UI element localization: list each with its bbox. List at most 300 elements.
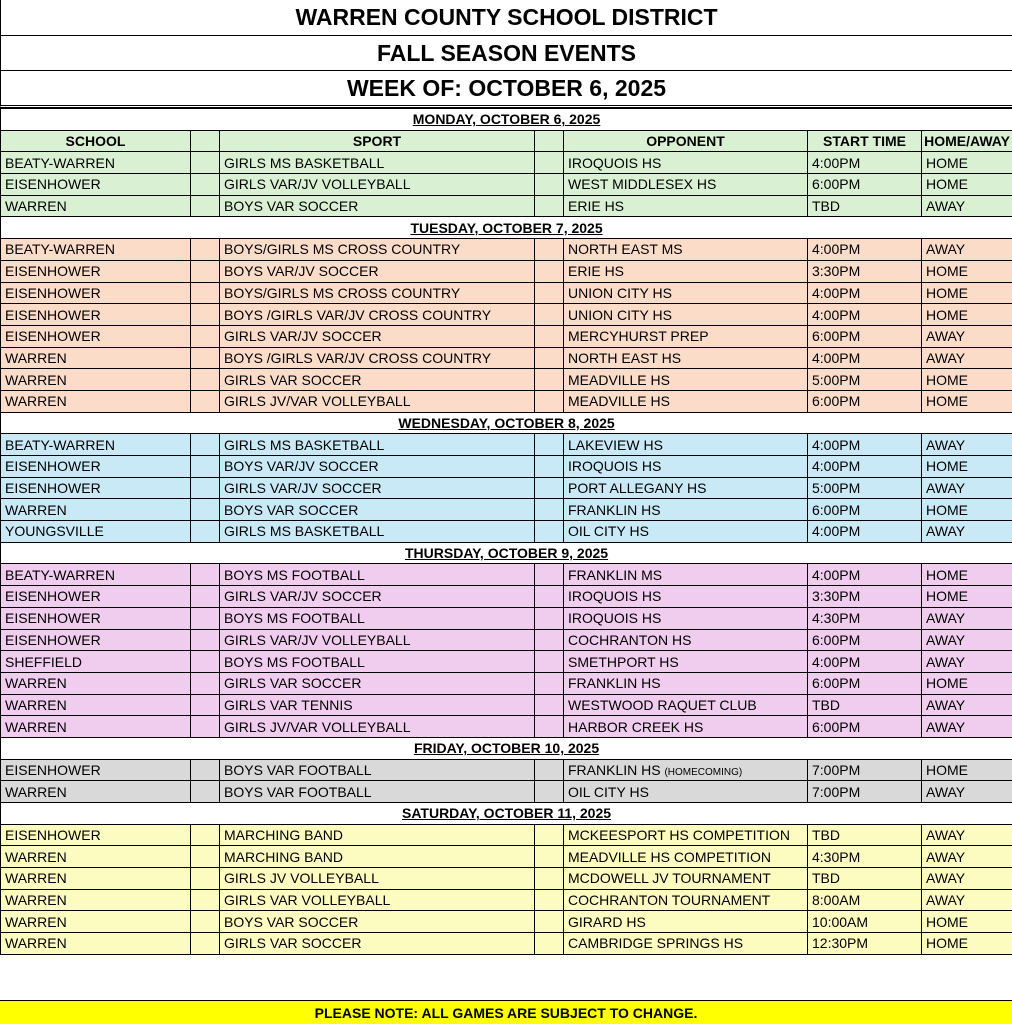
opponent-name: MCKEESPORT HS COMPETITION <box>568 827 790 844</box>
sport-cell: BOYS VAR FOOTBALL <box>220 759 535 781</box>
event-row <box>1 325 1012 347</box>
school-cell: EISENHOWER <box>1 325 191 347</box>
change-notice: PLEASE NOTE: ALL GAMES ARE SUBJECT TO CHANGE. <box>0 1000 1012 1024</box>
school-cell: WARREN <box>1 195 191 217</box>
event-row <box>1 911 1012 933</box>
sport-cell: BOYS VAR FOOTBALL <box>220 781 535 803</box>
school-cell: EISENHOWER <box>1 174 191 196</box>
start-time-cell: TBD <box>808 824 922 846</box>
start-time-cell: 4:00PM <box>808 651 922 673</box>
school-cell: EISENHOWER <box>1 456 191 478</box>
school-cell: WARREN <box>1 347 191 369</box>
sport-cell: GIRLS VAR SOCCER <box>220 933 535 955</box>
sport-cell: GIRLS VAR/JV VOLLEYBALL <box>220 174 535 196</box>
school-cell: WARREN <box>1 846 191 868</box>
event-row <box>1 672 1012 694</box>
sport-cell: GIRLS VAR/JV SOCCER <box>220 586 535 608</box>
spacer-cell <box>535 564 564 586</box>
opponent-name: MEADVILLE HS <box>568 393 670 410</box>
day-header: FRIDAY, OCTOBER 10, 2025 <box>1 737 1012 759</box>
spacer-cell <box>191 521 220 543</box>
opponent-name: PORT ALLEGANY HS <box>568 480 707 497</box>
spacer-cell <box>191 390 220 412</box>
opponent-name: UNION CITY HS <box>568 306 672 323</box>
opponent-name: WEST MIDDLESEX HS <box>568 176 717 193</box>
sport-cell: BOYS MS FOOTBALL <box>220 651 535 673</box>
school-cell: WARREN <box>1 911 191 933</box>
opponent-cell <box>564 781 808 803</box>
spacer-cell <box>191 174 220 196</box>
opponent-name: ERIE HS <box>568 198 625 215</box>
sport-cell: BOYS/GIRLS MS CROSS COUNTRY <box>220 239 535 261</box>
spacer-cell <box>191 130 220 152</box>
spacer-cell <box>535 607 564 629</box>
event-row <box>1 889 1012 911</box>
home-away-cell: AWAY <box>922 694 1012 716</box>
home-away-cell: HOME <box>922 456 1012 478</box>
school-cell: BEATY-WARREN <box>1 152 191 174</box>
start-time-cell: 4:00PM <box>808 434 922 456</box>
opponent-name: MCDOWELL JV TOURNAMENT <box>568 870 771 887</box>
opponent-cell <box>564 195 808 217</box>
spacer-cell <box>191 325 220 347</box>
spacer-cell <box>535 282 564 304</box>
spacer-cell <box>535 586 564 608</box>
sport-cell: BOYS /GIRLS VAR/JV CROSS COUNTRY <box>220 347 535 369</box>
home-away-cell: HOME <box>922 499 1012 521</box>
district-title: WARREN COUNTY SCHOOL DISTRICT <box>0 0 1012 36</box>
opponent-cell <box>564 607 808 629</box>
column-header-school: SCHOOL <box>1 130 191 152</box>
sport-cell: BOYS VAR SOCCER <box>220 911 535 933</box>
sport-cell: BOYS VAR SOCCER <box>220 195 535 217</box>
start-time-cell: TBD <box>808 694 922 716</box>
day-header: MONDAY, OCTOBER 6, 2025 <box>1 109 1012 131</box>
spacer-cell <box>535 152 564 174</box>
home-away-cell: AWAY <box>922 239 1012 261</box>
opponent-cell <box>564 716 808 738</box>
column-header-sport: SPORT <box>220 130 535 152</box>
start-time-cell: 6:00PM <box>808 629 922 651</box>
spacer-cell <box>191 260 220 282</box>
opponent-cell <box>564 456 808 478</box>
school-cell: BEATY-WARREN <box>1 434 191 456</box>
school-cell: BEATY-WARREN <box>1 564 191 586</box>
spacer-cell <box>535 499 564 521</box>
start-time-cell: TBD <box>808 868 922 890</box>
spacer-cell <box>191 607 220 629</box>
opponent-name: IROQUOIS HS <box>568 458 662 475</box>
opponent-note: (HOMECOMING) <box>664 766 743 778</box>
spacer-cell <box>535 130 564 152</box>
spacer-cell <box>191 694 220 716</box>
opponent-cell <box>564 933 808 955</box>
opponent-name: FRANKLIN HS <box>568 761 661 778</box>
sport-cell: GIRLS MS BASKETBALL <box>220 521 535 543</box>
sport-cell: GIRLS JV VOLLEYBALL <box>220 868 535 890</box>
event-row <box>1 651 1012 673</box>
spacer-cell <box>191 282 220 304</box>
home-away-cell: AWAY <box>922 521 1012 543</box>
spacer-cell <box>191 716 220 738</box>
opponent-cell <box>564 629 808 651</box>
school-cell: BEATY-WARREN <box>1 239 191 261</box>
spacer-cell <box>191 651 220 673</box>
events-table-body <box>1 109 1012 955</box>
opponent-name: FRANKLIN HS <box>568 501 661 518</box>
spacer-cell <box>191 933 220 955</box>
event-row <box>1 390 1012 412</box>
opponent-cell <box>564 499 808 521</box>
opponent-name: UNION CITY HS <box>568 284 672 301</box>
spacer-cell <box>535 304 564 326</box>
spacer-cell <box>191 846 220 868</box>
opponent-name: IROQUOIS HS <box>568 588 662 605</box>
event-row <box>1 933 1012 955</box>
spacer-cell <box>191 629 220 651</box>
spacer-cell <box>535 174 564 196</box>
spacer-cell <box>191 759 220 781</box>
home-away-cell: HOME <box>922 174 1012 196</box>
spacer-cell <box>191 824 220 846</box>
event-row <box>1 824 1012 846</box>
column-header-row <box>1 130 1012 152</box>
home-away-cell: HOME <box>922 282 1012 304</box>
spacer-cell <box>191 304 220 326</box>
school-cell: WARREN <box>1 716 191 738</box>
spacer-cell <box>535 889 564 911</box>
school-cell: EISENHOWER <box>1 260 191 282</box>
start-time-cell: TBD <box>808 195 922 217</box>
opponent-cell <box>564 672 808 694</box>
start-time-cell: 4:00PM <box>808 347 922 369</box>
event-row <box>1 521 1012 543</box>
home-away-cell: HOME <box>922 586 1012 608</box>
spacer-cell <box>191 456 220 478</box>
opponent-cell <box>564 846 808 868</box>
event-row <box>1 564 1012 586</box>
spacer-cell <box>535 369 564 391</box>
home-away-cell: AWAY <box>922 607 1012 629</box>
school-cell: WARREN <box>1 781 191 803</box>
home-away-cell: HOME <box>922 152 1012 174</box>
spacer-cell <box>191 499 220 521</box>
column-header-start-time: START TIME <box>808 130 922 152</box>
home-away-cell: AWAY <box>922 325 1012 347</box>
opponent-name: IROQUOIS HS <box>568 610 662 627</box>
spacer-cell <box>191 672 220 694</box>
spacer-cell <box>535 325 564 347</box>
spacer-cell <box>535 933 564 955</box>
school-cell: WARREN <box>1 933 191 955</box>
sport-cell: GIRLS VAR SOCCER <box>220 672 535 694</box>
opponent-cell <box>564 477 808 499</box>
opponent-name: HARBOR CREEK HS <box>568 718 704 735</box>
spacer-cell <box>191 586 220 608</box>
events-table <box>0 108 1012 955</box>
home-away-cell: HOME <box>922 672 1012 694</box>
day-header-row <box>1 542 1012 564</box>
school-cell: EISENHOWER <box>1 824 191 846</box>
spacer-cell <box>535 846 564 868</box>
start-time-cell: 6:00PM <box>808 716 922 738</box>
spacer-cell <box>535 672 564 694</box>
spacer-cell <box>535 716 564 738</box>
home-away-cell: AWAY <box>922 889 1012 911</box>
opponent-name: OIL CITY HS <box>568 523 649 540</box>
home-away-cell: AWAY <box>922 434 1012 456</box>
spacer-cell <box>535 759 564 781</box>
home-away-cell: AWAY <box>922 716 1012 738</box>
spacer-cell <box>535 521 564 543</box>
school-cell: WARREN <box>1 390 191 412</box>
event-row <box>1 174 1012 196</box>
start-time-cell: 4:30PM <box>808 607 922 629</box>
school-cell: EISENHOWER <box>1 586 191 608</box>
school-cell: WARREN <box>1 499 191 521</box>
sport-cell: GIRLS MS BASKETBALL <box>220 152 535 174</box>
spacer-cell <box>191 347 220 369</box>
start-time-cell: 3:30PM <box>808 586 922 608</box>
opponent-cell <box>564 868 808 890</box>
spacer-cell <box>191 477 220 499</box>
event-row <box>1 781 1012 803</box>
start-time-cell: 6:00PM <box>808 325 922 347</box>
opponent-cell <box>564 759 808 781</box>
start-time-cell: 10:00AM <box>808 911 922 933</box>
day-header-row <box>1 109 1012 131</box>
opponent-cell <box>564 564 808 586</box>
home-away-cell: HOME <box>922 759 1012 781</box>
home-away-cell: HOME <box>922 564 1012 586</box>
week-title: WEEK OF: OCTOBER 6, 2025 <box>0 71 1012 108</box>
event-row <box>1 152 1012 174</box>
opponent-name: COCHRANTON TOURNAMENT <box>568 892 771 909</box>
day-header: SATURDAY, OCTOBER 11, 2025 <box>1 803 1012 825</box>
home-away-cell: HOME <box>922 304 1012 326</box>
event-row <box>1 369 1012 391</box>
spacer-cell <box>535 694 564 716</box>
opponent-cell <box>564 889 808 911</box>
opponent-cell <box>564 390 808 412</box>
start-time-cell: 5:00PM <box>808 369 922 391</box>
home-away-cell: HOME <box>922 911 1012 933</box>
opponent-cell <box>564 304 808 326</box>
spacer-cell <box>535 456 564 478</box>
event-row <box>1 456 1012 478</box>
sport-cell: BOYS VAR/JV SOCCER <box>220 260 535 282</box>
school-cell: WARREN <box>1 694 191 716</box>
opponent-cell <box>564 347 808 369</box>
sport-cell: GIRLS MS BASKETBALL <box>220 434 535 456</box>
start-time-cell: 6:00PM <box>808 174 922 196</box>
sport-cell: MARCHING BAND <box>220 846 535 868</box>
event-row <box>1 629 1012 651</box>
event-row <box>1 694 1012 716</box>
school-cell: EISENHOWER <box>1 607 191 629</box>
opponent-cell <box>564 586 808 608</box>
event-row <box>1 499 1012 521</box>
home-away-cell: HOME <box>922 260 1012 282</box>
home-away-cell: HOME <box>922 369 1012 391</box>
start-time-cell: 4:00PM <box>808 456 922 478</box>
opponent-cell <box>564 325 808 347</box>
sport-cell: GIRLS JV/VAR VOLLEYBALL <box>220 716 535 738</box>
home-away-cell: AWAY <box>922 781 1012 803</box>
sport-cell: GIRLS VAR/JV SOCCER <box>220 477 535 499</box>
event-row <box>1 260 1012 282</box>
day-header-row <box>1 803 1012 825</box>
opponent-cell <box>564 239 808 261</box>
season-title: FALL SEASON EVENTS <box>0 36 1012 71</box>
home-away-cell: AWAY <box>922 846 1012 868</box>
opponent-name: NORTH EAST MS <box>568 241 683 258</box>
spacer-cell <box>191 152 220 174</box>
opponent-cell <box>564 911 808 933</box>
opponent-cell <box>564 651 808 673</box>
spacer-cell <box>535 347 564 369</box>
spacer-cell <box>191 911 220 933</box>
event-row <box>1 347 1012 369</box>
day-header: THURSDAY, OCTOBER 9, 2025 <box>1 542 1012 564</box>
home-away-cell: AWAY <box>922 868 1012 890</box>
start-time-cell: 6:00PM <box>808 390 922 412</box>
day-header-row <box>1 217 1012 239</box>
opponent-cell <box>564 369 808 391</box>
school-cell: WARREN <box>1 889 191 911</box>
start-time-cell: 3:30PM <box>808 260 922 282</box>
sport-cell: GIRLS VAR SOCCER <box>220 369 535 391</box>
opponent-name: SMETHPORT HS <box>568 653 679 670</box>
school-cell: YOUNGSVILLE <box>1 521 191 543</box>
spacer-cell <box>535 911 564 933</box>
start-time-cell: 4:00PM <box>808 239 922 261</box>
opponent-name: NORTH EAST HS <box>568 349 682 366</box>
school-cell: SHEFFIELD <box>1 651 191 673</box>
start-time-cell: 8:00AM <box>808 889 922 911</box>
column-header-home-away: HOME/AWAY <box>922 130 1012 152</box>
home-away-cell: AWAY <box>922 477 1012 499</box>
start-time-cell: 4:00PM <box>808 282 922 304</box>
opponent-name: WESTWOOD RAQUET CLUB <box>568 696 757 713</box>
opponent-name: MEADVILLE HS <box>568 371 670 388</box>
event-row <box>1 304 1012 326</box>
school-cell: WARREN <box>1 369 191 391</box>
home-away-cell: HOME <box>922 933 1012 955</box>
opponent-cell <box>564 260 808 282</box>
sport-cell: BOYS MS FOOTBALL <box>220 607 535 629</box>
event-row <box>1 195 1012 217</box>
opponent-cell <box>564 694 808 716</box>
sport-cell: GIRLS VAR/JV SOCCER <box>220 325 535 347</box>
opponent-name: ERIE HS <box>568 263 625 280</box>
opponent-name: FRANKLIN HS <box>568 675 661 692</box>
sport-cell: GIRLS JV/VAR VOLLEYBALL <box>220 390 535 412</box>
home-away-cell: AWAY <box>922 347 1012 369</box>
start-time-cell: 4:30PM <box>808 846 922 868</box>
start-time-cell: 4:00PM <box>808 304 922 326</box>
spacer-cell <box>535 195 564 217</box>
home-away-cell: AWAY <box>922 651 1012 673</box>
school-cell: EISENHOWER <box>1 304 191 326</box>
event-row <box>1 434 1012 456</box>
start-time-cell: 6:00PM <box>808 672 922 694</box>
opponent-cell <box>564 434 808 456</box>
opponent-cell <box>564 521 808 543</box>
column-header-opponent: OPPONENT <box>564 130 808 152</box>
spacer-cell <box>535 781 564 803</box>
spacer-cell <box>191 434 220 456</box>
school-cell: EISENHOWER <box>1 629 191 651</box>
spacer-cell <box>191 369 220 391</box>
sport-cell: BOYS /GIRLS VAR/JV CROSS COUNTRY <box>220 304 535 326</box>
opponent-name: IROQUOIS HS <box>568 154 662 171</box>
event-row <box>1 477 1012 499</box>
school-cell: WARREN <box>1 868 191 890</box>
event-row <box>1 759 1012 781</box>
spacer-cell <box>191 889 220 911</box>
start-time-cell: 4:00PM <box>808 521 922 543</box>
spacer-cell <box>535 239 564 261</box>
opponent-name: MERCYHURST PREP <box>568 328 709 345</box>
start-time-cell: 7:00PM <box>808 759 922 781</box>
school-cell: EISENHOWER <box>1 282 191 304</box>
spacer-cell <box>191 195 220 217</box>
event-row <box>1 868 1012 890</box>
start-time-cell: 4:00PM <box>808 564 922 586</box>
spacer-cell <box>191 781 220 803</box>
opponent-cell <box>564 824 808 846</box>
sport-cell: BOYS MS FOOTBALL <box>220 564 535 586</box>
spacer-cell <box>535 651 564 673</box>
sport-cell: GIRLS VAR VOLLEYBALL <box>220 889 535 911</box>
sport-cell: BOYS VAR SOCCER <box>220 499 535 521</box>
sport-cell: BOYS VAR/JV SOCCER <box>220 456 535 478</box>
event-row <box>1 846 1012 868</box>
day-header-row <box>1 737 1012 759</box>
sport-cell: GIRLS VAR TENNIS <box>220 694 535 716</box>
opponent-name: GIRARD HS <box>568 913 646 930</box>
spacer-cell <box>535 390 564 412</box>
opponent-name: CAMBRIDGE SPRINGS HS <box>568 935 744 952</box>
home-away-cell: AWAY <box>922 629 1012 651</box>
day-header: WEDNESDAY, OCTOBER 8, 2025 <box>1 412 1012 434</box>
spacer-cell <box>535 824 564 846</box>
school-cell: EISENHOWER <box>1 477 191 499</box>
opponent-name: LAKEVIEW HS <box>568 436 663 453</box>
sport-cell: MARCHING BAND <box>220 824 535 846</box>
spacer-cell <box>535 260 564 282</box>
opponent-name: MEADVILLE HS COMPETITION <box>568 848 772 865</box>
school-cell: EISENHOWER <box>1 759 191 781</box>
day-header: TUESDAY, OCTOBER 7, 2025 <box>1 217 1012 239</box>
home-away-cell: HOME <box>922 390 1012 412</box>
event-row <box>1 607 1012 629</box>
start-time-cell: 6:00PM <box>808 499 922 521</box>
spacer-cell <box>535 868 564 890</box>
spacer-cell <box>535 434 564 456</box>
event-row <box>1 239 1012 261</box>
opponent-cell <box>564 152 808 174</box>
opponent-cell <box>564 174 808 196</box>
opponent-name: COCHRANTON HS <box>568 631 692 648</box>
spacer-cell <box>535 629 564 651</box>
sport-cell: BOYS/GIRLS MS CROSS COUNTRY <box>220 282 535 304</box>
school-cell: WARREN <box>1 672 191 694</box>
opponent-name: OIL CITY HS <box>568 783 649 800</box>
spacer-cell <box>191 564 220 586</box>
day-header-row <box>1 412 1012 434</box>
